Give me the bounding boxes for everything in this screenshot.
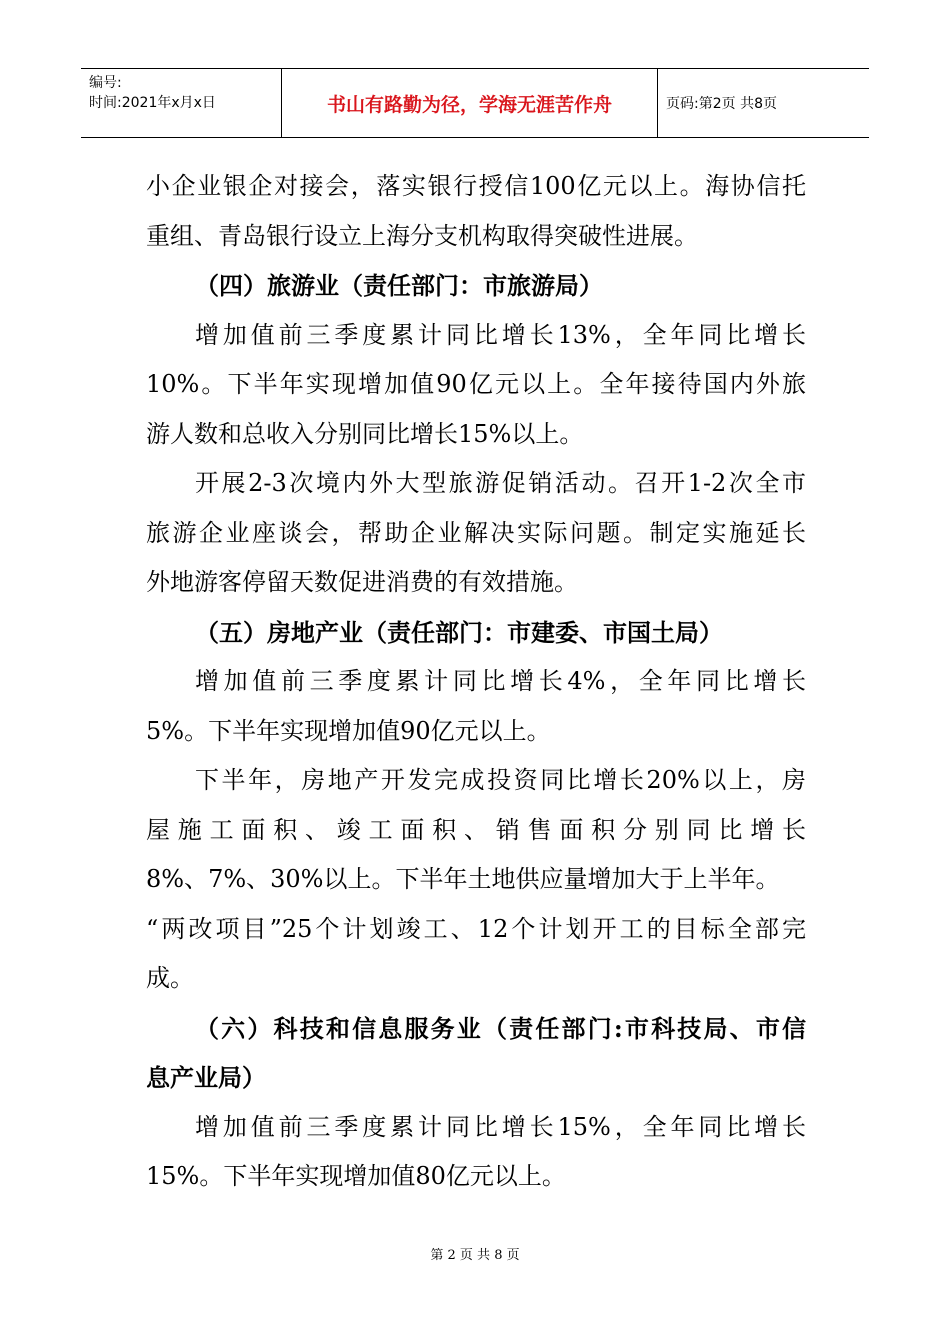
body-line: 下半年，房地产开发完成投资同比增长20%以上，房 xyxy=(195,766,806,794)
body-line: 增加值前三季度累计同比增长4%，全年同比增长 xyxy=(195,667,806,695)
page-footer: 第 2 页 共 8 页 xyxy=(430,1248,520,1263)
body-line: 重组、青岛银行设立上海分支机构取得突破性进展。 xyxy=(146,221,698,250)
document-body xyxy=(146,162,806,1202)
body-line: 增加值前三季度累计同比增长13%，全年同比增长 xyxy=(195,320,806,349)
body-line: 外地游客停留天数促进消费的有效措施。 xyxy=(146,568,578,596)
body-line: 旅游企业座谈会，帮助企业解决实际问题。制定实施延长 xyxy=(146,518,806,547)
section-heading-real-estate: （五）房地产业（责任部门：市建委、市国土局） xyxy=(195,617,723,647)
document-number-label: 编号: xyxy=(89,75,122,91)
body-line: 成。 xyxy=(146,964,194,992)
body-line: 15%。下半年实现增加值80亿元以上。 xyxy=(146,1162,566,1190)
section-heading-tourism: （四）旅游业（责任部门：市旅游局） xyxy=(195,271,603,300)
header-meta xyxy=(81,69,282,137)
body-line: 10%。下半年实现增加值90亿元以上。全年接待国内外旅 xyxy=(146,370,806,398)
body-line: 小企业银企对接会，落实银行授信100亿元以上。海协信托 xyxy=(146,172,806,200)
section-heading-technology-cont: 息产业局） xyxy=(146,1063,266,1092)
body-line: 开展2-3次境内外大型旅游促销活动。召开1-2次全市 xyxy=(195,469,806,497)
section-heading-technology: （六）科技和信息服务业（责任部门:市科技局、市信 xyxy=(195,1013,806,1043)
document-time-label: 时间:2021年x月x日 xyxy=(89,95,216,111)
body-line: 游人数和总收入分别同比增长15%以上。 xyxy=(146,419,584,448)
body-line: “两改项目”25个计划竣工、12个计划开工的目标全部完 xyxy=(146,914,806,943)
body-line: 5%。下半年实现增加值90亿元以上。 xyxy=(146,716,551,745)
header-page-info: 页码:第2页 共8页 xyxy=(666,96,777,112)
body-line: 屋施工面积、竣工面积、销售面积分别同比增长 xyxy=(146,815,806,844)
body-line: 8%、7%、30%以上。下半年土地供应量增加大于上半年。 xyxy=(146,865,780,893)
body-line: 增加值前三季度累计同比增长15%，全年同比增长 xyxy=(195,1112,806,1141)
page-header xyxy=(81,68,869,138)
header-motto: 书山有路勤为径，学海无涯苦作舟 xyxy=(282,69,658,137)
